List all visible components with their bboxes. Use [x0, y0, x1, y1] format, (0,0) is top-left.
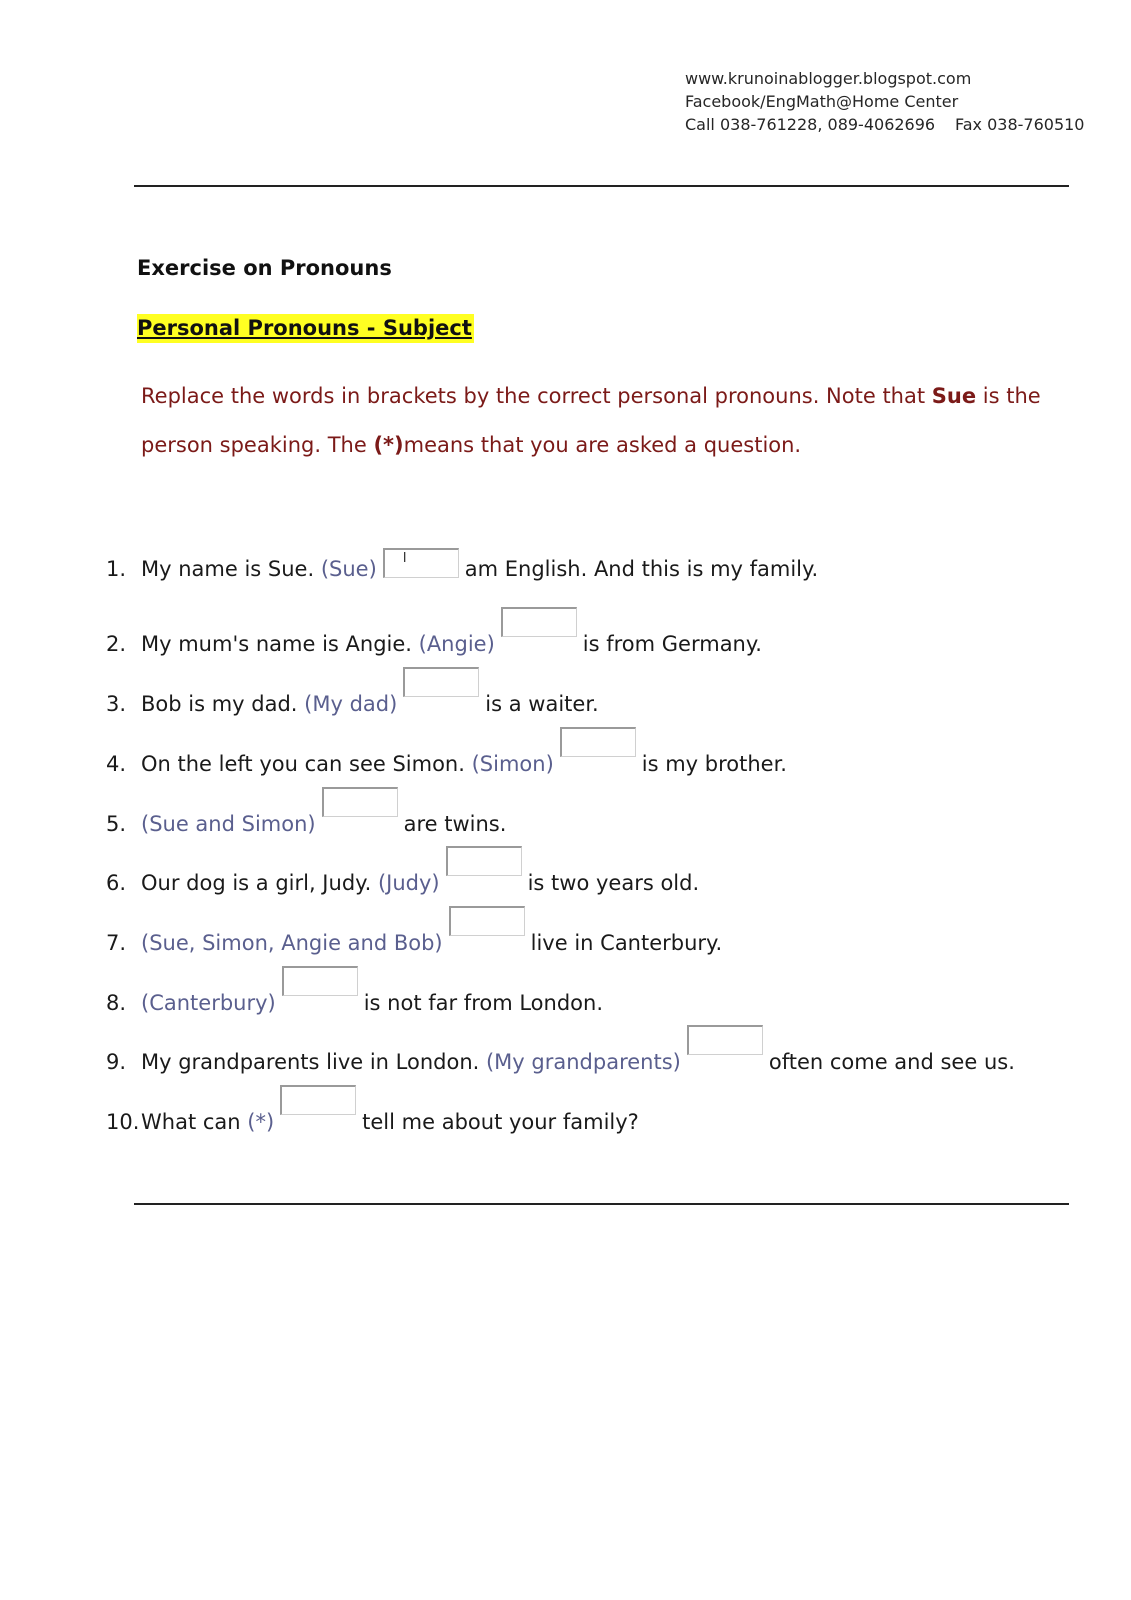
item-text-after: is my brother.	[641, 752, 787, 776]
exercise-item	[106, 607, 762, 656]
exercise-item	[106, 727, 787, 776]
item-text-before: On the left you can see Simon.	[141, 752, 472, 776]
instructions-bold-sue: Sue	[931, 384, 977, 408]
item-number: 4.	[106, 752, 127, 776]
item-hint: (Angie)	[418, 632, 495, 656]
exercise-item	[106, 548, 818, 588]
item-hint: (Simon)	[471, 752, 554, 776]
fax-text: Fax 038-760510	[955, 115, 1085, 134]
item-text-before: My mum's name is Angie.	[141, 632, 419, 656]
item-text-after: is two years old.	[527, 871, 700, 895]
exercise-item	[106, 966, 604, 1015]
exercise-item	[106, 1085, 639, 1134]
bottom-divider	[134, 1203, 1069, 1205]
exercise-title: Exercise on Pronouns	[137, 256, 392, 280]
item-hint: (Judy)	[377, 871, 440, 895]
exercise-item	[106, 1025, 1015, 1074]
item-hint: (My dad)	[304, 692, 398, 716]
item-text-after: is not far from London.	[363, 991, 604, 1015]
item-number: 3.	[106, 692, 127, 716]
item-hint: (Sue, Simon, Angie and Bob)	[141, 931, 443, 955]
item-number: 7.	[106, 931, 127, 955]
answer-input[interactable]	[501, 607, 577, 637]
item-text-after: am English. And this is my family.	[464, 557, 819, 581]
item-number: 10.	[106, 1110, 140, 1134]
exercise-item	[106, 787, 507, 836]
item-text-after: live in Canterbury.	[530, 931, 723, 955]
item-text-after: tell me about your family?	[362, 1110, 639, 1134]
item-number: 9.	[106, 1050, 127, 1074]
answer-input[interactable]	[446, 846, 522, 876]
instructions-text-2: is the person speaking. The	[141, 384, 1041, 457]
answer-input[interactable]	[560, 727, 636, 757]
item-text-after: often come and see us.	[768, 1050, 1015, 1074]
instructions-bold-star: (*)	[373, 433, 404, 457]
item-text-after: is from Germany.	[582, 632, 762, 656]
answer-input[interactable]	[449, 906, 525, 936]
item-hint: (My grandparents)	[485, 1050, 681, 1074]
item-text-before: My name is Sue.	[141, 557, 321, 581]
instructions	[141, 372, 1076, 470]
item-text-before: Our dog is a girl, Judy.	[141, 871, 378, 895]
facebook-text: Facebook/EngMath@Home Center	[685, 92, 959, 111]
item-text-after: are twins.	[403, 812, 507, 836]
item-number: 2.	[106, 632, 127, 656]
instructions-text-3: means that you are asked a question.	[403, 433, 802, 457]
exercise-item	[106, 906, 723, 955]
answer-input[interactable]	[280, 1085, 356, 1115]
item-text-before: My grandparents live in London.	[141, 1050, 486, 1074]
contact-header	[685, 67, 1115, 136]
top-divider	[134, 185, 1069, 187]
answer-input[interactable]: I	[383, 548, 459, 578]
item-number: 5.	[106, 812, 127, 836]
item-text-before: What can	[141, 1110, 248, 1134]
answer-input[interactable]	[282, 966, 358, 996]
exercise-item	[106, 667, 599, 716]
item-text-before: Bob is my dad.	[141, 692, 305, 716]
answer-input[interactable]	[403, 667, 479, 697]
exercise-item	[106, 846, 700, 895]
instructions-text-1: Replace the words in brackets by the correct personal pronouns. Note that	[141, 384, 932, 408]
website-text: www.krunoinablogger.blogspot.com	[685, 69, 972, 88]
item-hint: (Sue and Simon)	[141, 812, 316, 836]
item-hint: (Sue)	[320, 557, 377, 581]
item-number: 8.	[106, 991, 127, 1015]
section-subtitle: Personal Pronouns - Subject	[137, 314, 474, 343]
call-text: Call 038-761228, 089-4062696	[685, 115, 936, 134]
item-hint: (*)	[247, 1110, 275, 1134]
answer-input[interactable]	[322, 787, 398, 817]
item-number: 6.	[106, 871, 127, 895]
item-text-after: is a waiter.	[485, 692, 599, 716]
answer-input[interactable]	[687, 1025, 763, 1055]
item-hint: (Canterbury)	[141, 991, 276, 1015]
item-number: 1.	[106, 557, 127, 581]
